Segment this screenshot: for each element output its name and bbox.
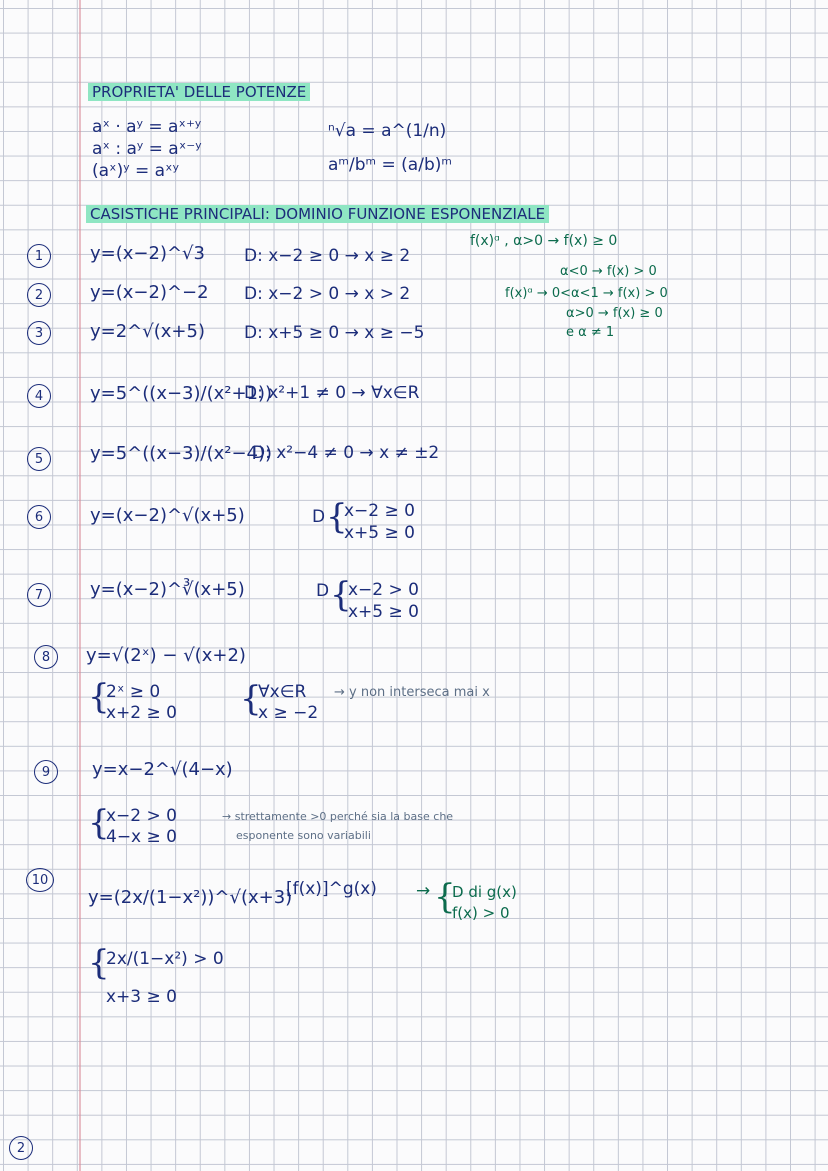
case-7-condition-2: x+5 ≥ 0 xyxy=(348,602,419,622)
case-number-1: 1 xyxy=(27,244,51,268)
case-number-4: 4 xyxy=(27,384,51,408)
rule-3: f(x)ᵅ → 0<α<1 → f(x) > 0 xyxy=(505,286,668,301)
page-number: 2 xyxy=(9,1136,33,1160)
case-8-brace-1: { xyxy=(88,677,110,717)
case-7-condition-1: x−2 > 0 xyxy=(348,580,419,600)
case-8-condition-2: x+2 ≥ 0 xyxy=(106,703,177,723)
case-3-function: y=2^√(x+5) xyxy=(90,321,205,342)
case-7-domain-label: D xyxy=(316,581,330,601)
case-9-note-1: → strettamente >0 perché sia la base che xyxy=(222,810,454,823)
case-10-general-condition-2: f(x) > 0 xyxy=(452,904,510,922)
case-3-domain: D: x+5 ≥ 0 → x ≥ −5 xyxy=(244,323,425,343)
case-4-function: y=5^((x−3)/(x²+1)) xyxy=(90,383,273,404)
case-10-general-condition-1: D di g(x) xyxy=(452,883,517,901)
case-6-brace: { xyxy=(326,497,348,537)
case-10-brace: { xyxy=(88,943,110,983)
rule-1: f(x)ᵅ , α>0 → f(x) ≥ 0 xyxy=(470,233,618,249)
case-9-function: y=x−2^√(4−x) xyxy=(92,759,233,780)
rule-2: α<0 → f(x) > 0 xyxy=(560,264,657,279)
property-4: ⁿ√a = a^(1/n) xyxy=(328,121,447,141)
case-number-7: 7 xyxy=(27,583,51,607)
case-4-domain: D: x²+1 ≠ 0 → ∀x∈R xyxy=(244,383,420,403)
case-6-condition-1: x−2 ≥ 0 xyxy=(344,501,415,521)
property-1: aˣ · aʸ = aˣ⁺ʸ xyxy=(92,117,202,137)
case-8-result-2: x ≥ −2 xyxy=(258,703,319,723)
case-7-brace: { xyxy=(330,575,352,615)
case-8-result-1: ∀x∈R xyxy=(258,682,307,702)
case-1-domain: D: x−2 ≥ 0 → x ≥ 2 xyxy=(244,246,411,266)
case-8-function: y=√(2ˣ) − √(x+2) xyxy=(86,645,246,666)
case-9-condition-1: x−2 > 0 xyxy=(106,806,177,826)
section-title: CASISTICHE PRINCIPALI: DOMINIO FUNZIONE ESPONENZIALE xyxy=(86,206,549,223)
margin-line xyxy=(79,0,81,1171)
page-title: PROPRIETA' DELLE POTENZE xyxy=(88,84,310,101)
case-number-6: 6 xyxy=(27,505,51,529)
case-number-2: 2 xyxy=(27,283,51,307)
case-10-general-brace: { xyxy=(434,877,456,917)
case-5-domain: D: x²−4 ≠ 0 → x ≠ ±2 xyxy=(252,443,440,463)
case-number-3: 3 xyxy=(27,321,51,345)
case-10-condition-1: 2x/(1−x²) > 0 xyxy=(106,949,224,969)
case-10-function: y=(2x/(1−x²))^√(x+3) xyxy=(88,887,293,908)
case-10-general-form: [f(x)]^g(x) xyxy=(286,879,377,899)
case-2-domain: D: x−2 > 0 → x > 2 xyxy=(244,284,411,304)
case-6-condition-2: x+5 ≥ 0 xyxy=(344,523,415,543)
case-number-8: 8 xyxy=(34,645,58,669)
rule-4: α>0 → f(x) ≥ 0 xyxy=(566,306,663,321)
property-2: aˣ : aʸ = aˣ⁻ʸ xyxy=(92,139,202,159)
property-3: (aˣ)ʸ = aˣʸ xyxy=(92,161,179,181)
case-10-arrow: → xyxy=(416,881,431,901)
case-10-condition-2: x+3 ≥ 0 xyxy=(106,987,177,1007)
case-8-condition-1: 2ˣ ≥ 0 xyxy=(106,682,161,702)
case-5-function: y=5^((x−3)/(x²−4)) xyxy=(90,443,273,464)
case-6-function: y=(x−2)^√(x+5) xyxy=(90,505,245,526)
case-9-brace: { xyxy=(88,803,110,843)
case-number-5: 5 xyxy=(27,447,51,471)
case-8-brace-2: { xyxy=(240,679,262,719)
case-number-9: 9 xyxy=(34,760,58,784)
rule-5: e α ≠ 1 xyxy=(566,325,615,340)
case-8-note: → y non interseca mai x xyxy=(334,685,490,700)
case-9-condition-2: 4−x ≥ 0 xyxy=(106,827,177,847)
case-number-10: 10 xyxy=(26,868,54,892)
case-1-function: y=(x−2)^√3 xyxy=(90,243,205,264)
case-6-domain-label: D xyxy=(312,507,326,527)
case-9-note-2: esponente sono variabili xyxy=(236,829,371,842)
property-5: aᵐ/bᵐ = (a/b)ᵐ xyxy=(328,155,452,175)
case-2-function: y=(x−2)^−2 xyxy=(90,282,209,303)
case-7-function: y=(x−2)^∛(x+5) xyxy=(90,579,245,600)
